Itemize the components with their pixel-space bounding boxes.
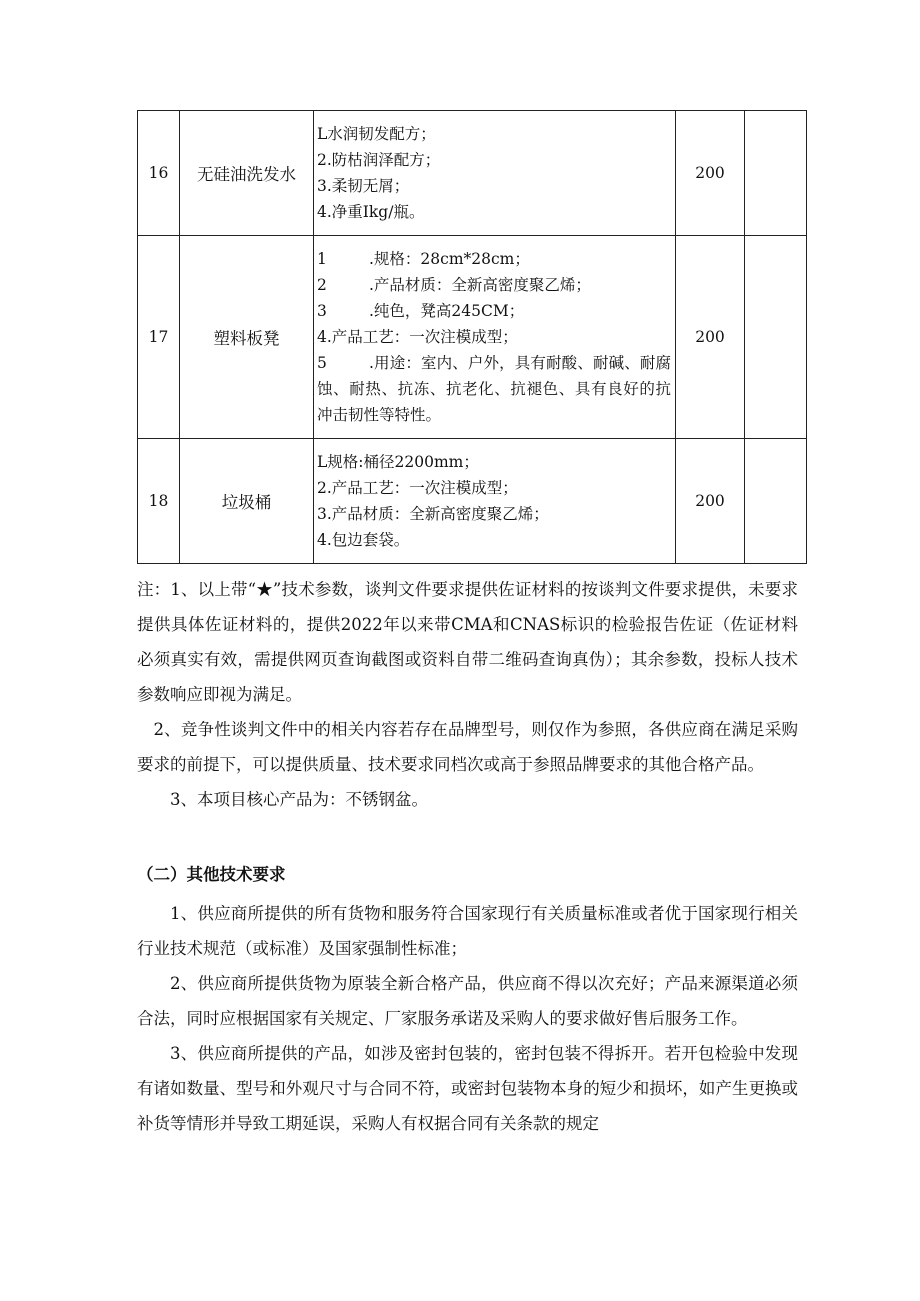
spec-line: 4.净重Ikg/瓶。 (317, 203, 425, 221)
row-number: 17 (138, 236, 180, 439)
spec-table (137, 110, 807, 564)
spec-cell (314, 236, 676, 439)
spec-line-number: 3 (317, 302, 327, 320)
section-heading: （二）其他技术要求 (137, 865, 286, 884)
section-paragraph: 3、供应商所提供的产品，如涉及密封包装的，密封包装不得拆开。若开包检验中发现有诸如数量、型号和外观尺寸与合同不符，或密封包装物本身的短少和损坏，如产生更换或补货等情形并导致工期延误，采购人有权据合同有关条款的规定 (137, 1044, 798, 1133)
quantity: 200 (676, 111, 745, 236)
notes-block (137, 572, 798, 817)
spec-line-number: 1 (317, 250, 327, 268)
spec-line: 2.产品工艺：一次注模成型； (317, 479, 518, 497)
note-paragraph: 3、本项目核心产品为：不锈钢盆。 (170, 790, 428, 809)
spec-line: 2 .产品材质：全新高密度聚乙烯； (317, 272, 671, 298)
spec-cell (314, 439, 676, 564)
row-number: 18 (138, 439, 180, 564)
remark-cell (745, 439, 807, 564)
product-name: 塑料板凳 (180, 236, 314, 439)
spec-line: 3.产品材质：全新高密度聚乙烯； (317, 505, 549, 523)
table-row (138, 111, 807, 236)
spec-line: 4.产品工艺：一次注模成型； (317, 328, 518, 346)
spec-line: 3.柔韧无屑； (317, 177, 410, 195)
spec-line: 4.包边套袋。 (317, 531, 410, 549)
spec-line: L水润韧发配方； (317, 125, 436, 143)
remark-cell (745, 236, 807, 439)
spec-line: 3 .纯色，凳高245CM； (317, 298, 671, 324)
row-number: 16 (138, 111, 180, 236)
table-row (138, 236, 807, 439)
quantity: 200 (676, 439, 745, 564)
product-name: 垃圾桶 (180, 439, 314, 564)
spec-line: 1 .规格：28cm*28cm； (317, 246, 671, 272)
spec-line-number: 5 (317, 354, 327, 372)
product-name: 无硅油洗发水 (180, 111, 314, 236)
table-row (138, 439, 807, 564)
spec-line: 2.防枯润泽配方； (317, 151, 441, 169)
spec-line: 5 .用途：室内、户外，具有耐酸、耐碱、耐腐蚀、耐热、抗冻、抗老化、抗褪色、具有良好的抗冲击韧性等特性。 (317, 350, 671, 428)
section-paragraph: 2、供应商所提供货物为原装全新合格产品，供应商不得以次充好；产品来源渠道必须合法，同时应根据国家有关规定、厂家服务承诺及采购人的要求做好售后服务工作。 (137, 974, 798, 1028)
section-paragraph: 1、供应商所提供的所有货物和服务符合国家现行有关质量标准或者优于国家现行相关行业技术规范（或标准）及国家强制性标准； (137, 904, 798, 958)
quantity: 200 (676, 236, 745, 439)
spec-line: L规格:桶径2200mm； (317, 453, 479, 471)
spec-line-number: 2 (317, 276, 327, 294)
remark-cell (745, 111, 807, 236)
note-paragraph: 注：1、以上带“★”技术参数，谈判文件要求提供佐证材料的按谈判文件要求提供，未要求提供具体佐证材料的，提供2022年以来带CMA和CNAS标识的检验报告佐证（佐证材料必须真实有效，需提供网页查询截图或资料自带二维码查询真伪）；其余参数，投标人技术参数响应即视为满足。 (137, 580, 798, 704)
section-block (137, 857, 798, 1141)
spec-cell (314, 111, 676, 236)
note-paragraph: 2、竞争性谈判文件中的相关内容若存在品牌型号，则仅作为参照，各供应商在满足采购要求的前提下，可以提供质量、技术要求同档次或高于参照品牌要求的其他合格产品。 (137, 720, 798, 774)
